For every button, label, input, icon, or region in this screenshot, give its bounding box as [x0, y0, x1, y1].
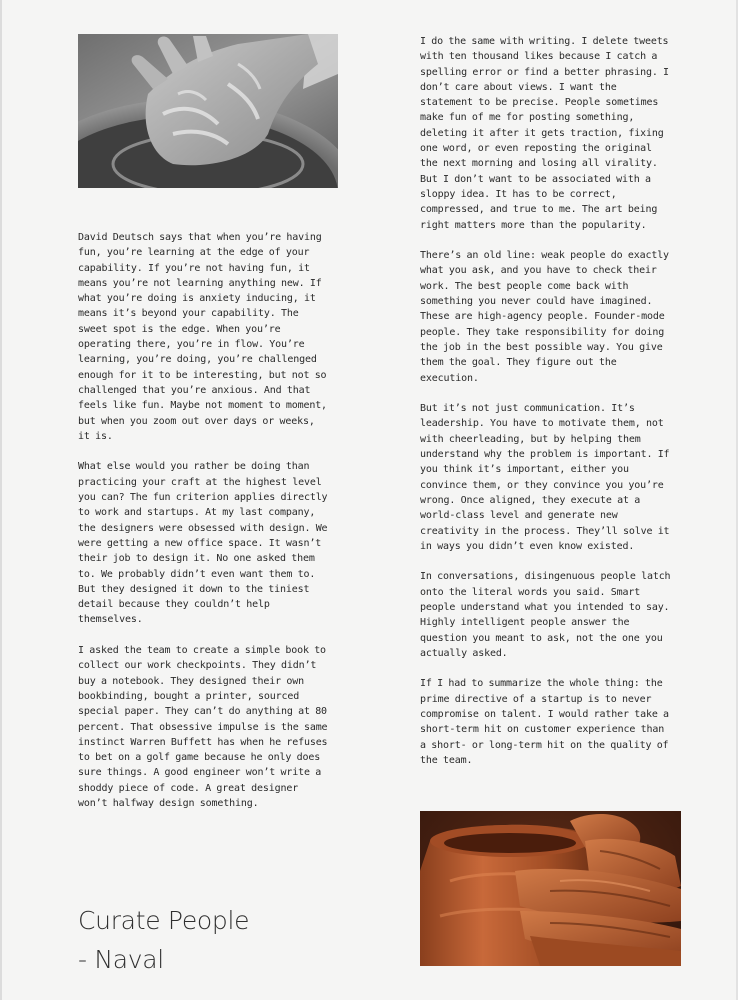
text-line: the next morning and losing all virality.: [420, 158, 658, 170]
text-line: it is.: [78, 430, 113, 442]
text-line: the team.: [420, 754, 473, 766]
text-line: prime directive of a startup is to never: [420, 693, 652, 705]
pottery-hand-photo-bw: [78, 34, 338, 188]
text-line: a short- or long-term hit on the quality of: [420, 739, 669, 751]
text-line: operating there, you’re in flow. You’re: [78, 339, 305, 351]
text-line: people understand what you intended to say.: [420, 601, 670, 613]
text-line: onto the literal words you said. Smart: [420, 586, 641, 598]
text-line: the designers were obsessed with design. We: [78, 522, 328, 534]
text-line: work. The best people come back with: [420, 280, 629, 292]
text-line: with cheerleading, but by helping them: [420, 433, 641, 445]
paragraph-leadership: [420, 401, 692, 554]
paragraph-fun-criterion: [78, 230, 350, 444]
text-line: question you meant to ask, not the one you: [420, 632, 663, 644]
text-line: creativity in the process. They’ll solve it: [420, 525, 670, 537]
text-line: short-term hit on customer experience than: [420, 724, 665, 736]
text-line: But it’s not just communication. It’s: [420, 403, 635, 415]
paragraph-writing: [420, 34, 692, 233]
text-line: learning, you’re doing, you’re challenged: [78, 354, 317, 366]
text-line: convince them, or they convince you you’re: [420, 479, 664, 491]
left-text-column: [78, 230, 350, 827]
text-line: These are high-agency people. Founder-mode: [420, 311, 665, 323]
text-line: special paper. They can’t do anything at 80: [78, 706, 327, 718]
title-line-main: Curate People: [78, 906, 250, 935]
text-line: detail because they couldn’t help: [78, 599, 270, 611]
text-line: them the goal. They figure out the: [420, 357, 617, 369]
text-line: collect our work checkpoints. They didn’t: [78, 660, 317, 672]
text-line: one word, or even reposting the original: [420, 143, 652, 155]
paragraph-prime-directive: [420, 676, 692, 768]
text-line: understand why the problem is important. If: [420, 449, 670, 461]
text-line: the job in the best possible way. You give: [420, 341, 663, 353]
text-line: were getting a new office space. It wasn’t: [78, 537, 322, 549]
text-line: If I had to summarize the whole thing: the: [420, 678, 663, 690]
text-line: What else would you rather be doing than: [78, 461, 310, 473]
text-line: don’t care about views. I want the: [420, 81, 617, 93]
text-line: make fun of me for posting something,: [420, 112, 635, 124]
text-line: In conversations, disingenuous people latch: [420, 571, 671, 583]
text-line: to. We probably didn’t even want them to.: [78, 568, 316, 580]
text-line: sloppy idea. It has to be correct,: [420, 188, 617, 200]
paragraph-conversations: [420, 569, 692, 661]
text-line: I do the same with writing. I delete tweets: [420, 36, 669, 47]
text-line: people. They take responsibility for doing: [420, 326, 665, 338]
text-line: leadership. You have to motivate them, not: [420, 418, 664, 430]
text-line: statement to be precise. People sometimes: [420, 97, 659, 109]
text-line: feels like fun. Maybe not moment to moment,: [78, 400, 327, 412]
page-edge-left: [0, 0, 2, 1000]
text-line: capability. If you’re not having fun, it: [78, 262, 310, 274]
text-line: shoddy piece of code. A great designer: [78, 782, 299, 794]
text-line: won’t halfway design something.: [78, 797, 259, 809]
text-line: wrong. Once aligned, they execute at a: [420, 494, 641, 506]
text-line: to work and startups. At my last company,: [78, 507, 316, 519]
text-line: fun, you’re learning at the edge of your: [78, 247, 310, 259]
paragraph-book: [78, 643, 350, 811]
text-line: with ten thousand likes because I catch a: [420, 51, 658, 63]
text-line: There’s an old line: weak people do exactly: [420, 250, 669, 262]
text-line: what you ask, and you have to check their: [420, 265, 657, 277]
text-line: compromise on talent. I would rather take a: [420, 709, 669, 721]
text-line: percent. That obsessive impulse is the same: [78, 721, 328, 733]
text-line: deleting it after it gets traction, fixing: [420, 127, 664, 139]
terracotta-pottery-illustration: [420, 811, 681, 966]
text-line: actually asked.: [420, 647, 508, 659]
text-line: practicing your craft at the highest level: [78, 476, 322, 488]
text-line: challenged that you’re anxious. And that: [78, 384, 311, 396]
text-line: sweet spot is the edge. When you’re: [78, 323, 281, 335]
text-line: to bet on a golf game because he only does: [78, 752, 321, 764]
text-line: spelling error or find a better phrasing. I: [420, 66, 669, 78]
text-line: But I don’t want to be associated with a: [420, 173, 651, 185]
text-line: But they designed it down to the tiniest: [78, 583, 310, 595]
text-line: execution.: [420, 372, 479, 384]
text-line: means it’s beyond your capability. The: [78, 308, 299, 320]
text-line: instinct Warren Buffett has when he refuses: [78, 736, 328, 748]
text-line: means you’re not learning anything new. If: [78, 277, 322, 289]
text-line: buy a notebook. They designed their own: [78, 675, 304, 687]
text-line: bookbinding, bought a printer, sourced: [78, 690, 300, 702]
text-line: compressed, and true to me. The art being: [420, 204, 658, 216]
text-line: you can? The fun criterion applies directly: [78, 492, 328, 504]
pottery-hand-illustration: [78, 34, 338, 188]
text-line: world-class level and generate new: [420, 510, 618, 522]
text-line: what you’re doing is anxiety inducing, it: [78, 293, 316, 305]
text-line: but when you zoom out over days or weeks,: [78, 415, 315, 427]
text-line: I asked the team to create a simple book to: [78, 645, 326, 657]
paragraph-designers: [78, 459, 350, 627]
text-line: right matters more than the popularity.: [420, 219, 647, 231]
text-line: in ways you didn’t even know existed.: [420, 540, 635, 552]
title-line-author: - Naval: [78, 945, 164, 974]
text-line: David Deutsch says that when you’re having: [78, 232, 322, 243]
text-line: you think it’s important, either you: [420, 464, 629, 476]
text-line: sure things. A good engineer won’t write a: [78, 767, 322, 779]
pottery-hands-photo-color: [420, 811, 681, 966]
text-line: Highly intelligent people answer the: [420, 617, 630, 629]
paragraph-high-agency: [420, 248, 692, 386]
right-text-column: [420, 34, 692, 784]
page-title: [78, 901, 249, 979]
text-line: their job to design it. No one asked them: [78, 553, 315, 565]
text-line: themselves.: [78, 614, 143, 626]
text-line: something you never could have imagined.: [420, 296, 653, 308]
text-line: enough for it to be interesting, but not so: [78, 369, 327, 381]
